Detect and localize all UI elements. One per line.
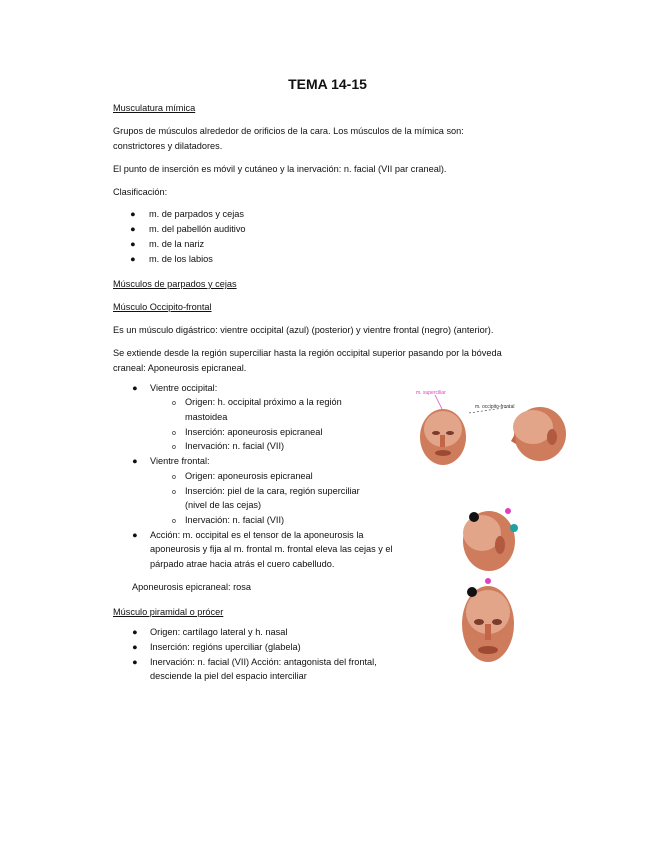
list-item: o Origen: aponeurosis epicraneal (172, 471, 313, 481)
heading-occipito: Músculo Occipito-frontal (113, 302, 212, 312)
heading-piramidal: Músculo piramidal o prócer (113, 607, 224, 617)
list-item-cont: aponeurosis y fija al m. frontal m. frontal eleva las cejas y el (150, 544, 393, 554)
paragraph-5a: Se extiende desde la región superciliar hasta la región occipital superior pasando por la bóveda (113, 348, 502, 358)
paragraph-1: Grupos de músculos alrededor de orificios de la cara. Los músculos de la mímica son: (113, 126, 464, 136)
paragraph-2: El punto de inserción es móvil y cutáneo y la inervación: n. facial (VII par craneal). (113, 164, 447, 174)
list-item: o Inervación: n. facial (VII) (172, 441, 285, 451)
list-item: ● Origen: cartílago lateral y h. nasal (132, 627, 288, 637)
list-item: o Inervación: n. facial (VII) (172, 515, 285, 525)
list-item: o Origen: h. occipital próximo a la región (172, 397, 342, 407)
list-item: ● m. del pabellón auditivo (130, 224, 246, 234)
list-item: ● m. de parpados y cejas (130, 209, 244, 219)
list-item-cont: (nivel de las cejas) (185, 500, 262, 510)
head-illustration-3 (458, 578, 518, 666)
paragraph-3: Clasificación: (113, 187, 168, 197)
figure-head-profile (456, 505, 526, 575)
list-item-cont: mastoidea (185, 412, 228, 422)
list-item: ● m. de la nariz (130, 239, 205, 249)
list-item: ● Vientre frontal: (132, 456, 210, 466)
list-item: ● Acción: m. occipital es el tensor de la aponeurosis la (132, 530, 364, 540)
page-title: TEMA 14-15 (288, 76, 367, 92)
list-item: ● Vientre occipital: (132, 383, 218, 393)
paragraph-4: Es un músculo digástrico: vientre occipital (azul) (posterior) y vientre frontal (negro) (anterior). (113, 325, 494, 335)
list-item: ● Inserción: regións uperciliar (glabela) (132, 642, 301, 652)
figure-head-front (458, 578, 518, 666)
list-item: o Inserción: aponeurosis epicraneal (172, 427, 323, 437)
aponeurosis-note: Aponeurosis epicraneal: rosa (132, 582, 251, 592)
heading-musculatura: Musculatura mímica (113, 103, 196, 113)
list-item: ● Inervación: n. facial (VII) Acción: antagonista del frontal, (132, 657, 377, 667)
list-item: ● m. de los labios (130, 254, 213, 264)
paragraph-5b: craneal: Aponeurosis epicraneal. (113, 363, 247, 373)
paragraph-1b: constrictores y dilatadores. (113, 141, 223, 151)
figure-head-muscles-pair: m. superciliar m. occipito-frontal (415, 389, 575, 469)
list-item-cont: párpado atrae hacia atrás el cuero cabelludo. (150, 559, 335, 569)
heading-parpados: Músculos de parpados y cejas (113, 279, 237, 289)
head-illustration-2 (456, 505, 526, 575)
list-item: o Inserción: piel de la cara, región superciliar (172, 486, 360, 496)
list-item-cont: desciende la piel del espacio interciliar (150, 671, 307, 681)
head-illustration-1 (415, 389, 575, 469)
